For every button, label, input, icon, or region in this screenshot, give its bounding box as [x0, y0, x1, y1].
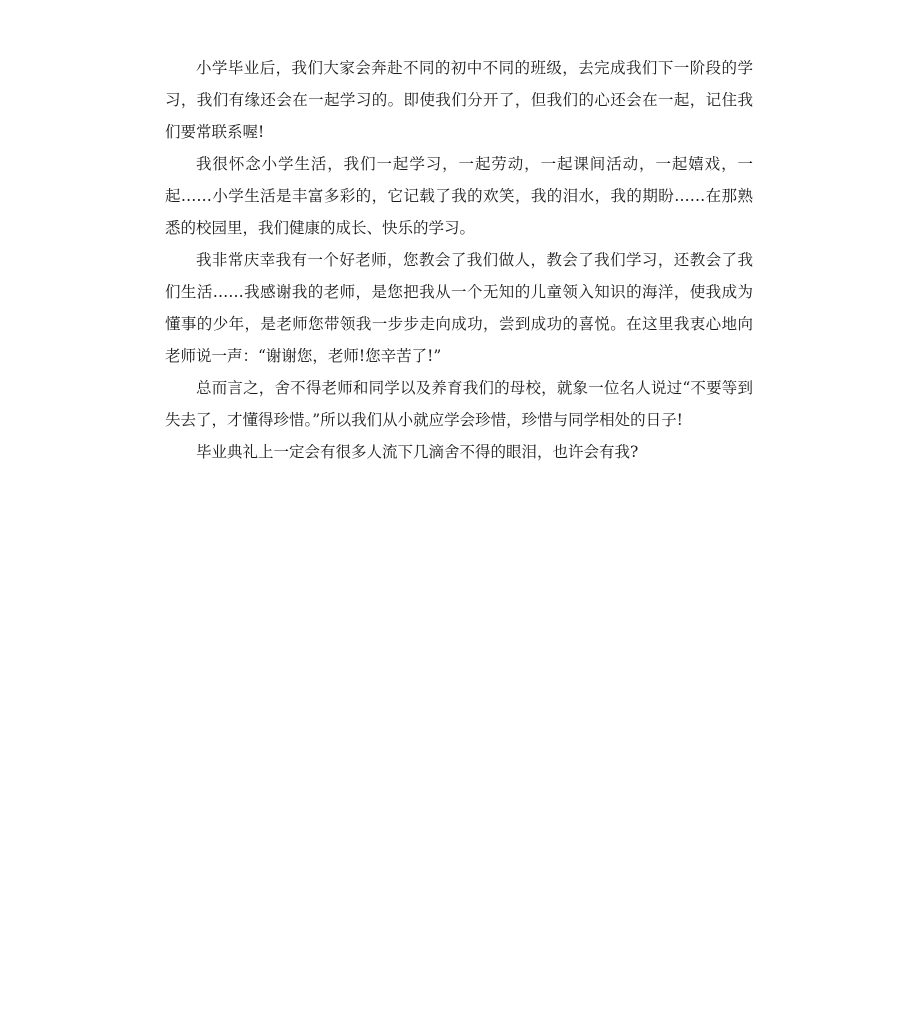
document-body	[165, 52, 753, 468]
paragraph-1: 小学毕业后，我们大家会奔赴不同的初中不同的班级，去完成我们下一阶段的学习，我们有缘还会在一起学习的。即使我们分开了，但我们的心还会在一起，记住我们要常联系喔!	[165, 59, 753, 141]
paragraph-5: 毕业典礼上一定会有很多人流下几滴舍不得的眼泪，也许会有我?	[196, 443, 639, 461]
paragraph-2: 我很怀念小学生活，我们一起学习，一起劳动，一起课间活动，一起嬉戏，一起……小学生活是丰富多彩的，它记载了我的欢笑，我的泪水，我的期盼……在那熟悉的校园里，我们健康的成长、快乐的学习。	[165, 155, 753, 237]
paragraph-3: 我非常庆幸我有一个好老师，您教会了我们做人，教会了我们学习，还教会了我们生活……我感谢我的老师，是您把我从一个无知的儿童领入知识的海洋，使我成为懂事的少年，是老师您带领我一步步走向成功，尝到成功的喜悦。在这里我衷心地向老师说一声：“谢谢您，老师!您辛苦了!”	[165, 251, 753, 365]
paragraph-4: 总而言之，舍不得老师和同学以及养育我们的母校，就象一位名人说过“不要等到失去了，才懂得珍惜。”所以我们从小就应学会珍惜，珍惜与同学相处的日子!	[165, 379, 753, 429]
